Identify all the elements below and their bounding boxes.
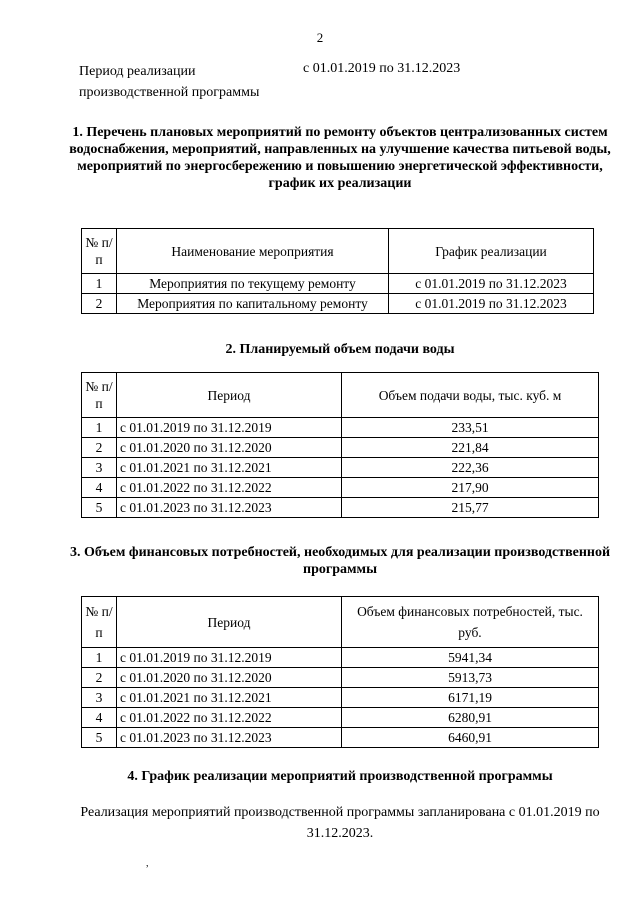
row-number: 2: [82, 668, 117, 688]
row-number: 3: [82, 458, 117, 478]
table-header-row: [82, 373, 599, 418]
table-header-row: [82, 597, 599, 648]
volume-cell: 233,51: [342, 418, 599, 438]
period-cell: с 01.01.2019 по 31.12.2019: [117, 648, 342, 668]
volume-cell: 222,36: [342, 458, 599, 478]
page-number: 2: [316, 30, 324, 45]
table-row: [82, 478, 599, 498]
volume-cell: 215,77: [342, 498, 599, 518]
period-cell: с 01.01.2022 по 31.12.2022: [117, 478, 342, 498]
col-volume-header: Объем подачи воды, тыс. куб. м: [342, 373, 599, 418]
finance-cell: 6280,91: [342, 708, 599, 728]
period-cell: с 01.01.2019 по 31.12.2019: [117, 418, 342, 438]
period-cell: с 01.01.2022 по 31.12.2022: [117, 708, 342, 728]
row-number: 4: [82, 478, 117, 498]
volume-cell: 217,90: [342, 478, 599, 498]
table-row: [82, 458, 599, 478]
col-number-header: № п/п: [82, 373, 117, 418]
table-row: [82, 438, 599, 458]
finance-cell: 5941,34: [342, 648, 599, 668]
col-number-header: № п/п: [82, 229, 117, 274]
section1-title: 1. Перечень плановых мероприятий по ремонту объектов централизованных систем водоснабжения, мероприятий, направленных на улучшение качества питьевой воды, мероприятий по энергосбережению и повышению энергетической эффективности, график их реализации: [69, 125, 611, 191]
water-volume-table: [81, 372, 599, 518]
table-row: [82, 498, 599, 518]
col-period-header: Период: [117, 373, 342, 418]
measure-schedule: с 01.01.2019 по 31.12.2023: [389, 294, 594, 314]
section2-title: 2. Планируемый объем подачи воды: [225, 342, 455, 357]
scan-speck: ,: [146, 858, 149, 869]
table-row: [82, 708, 599, 728]
col-schedule-header: График реализации: [389, 229, 594, 274]
col-number-header: № п/п: [82, 597, 117, 648]
finance-cell: 6171,19: [342, 688, 599, 708]
period-cell: с 01.01.2020 по 31.12.2020: [117, 668, 342, 688]
col-name-header: Наименование мероприятия: [117, 229, 389, 274]
finance-cell: 6460,91: [342, 728, 599, 748]
measure-name: Мероприятия по текущему ремонту: [117, 274, 389, 294]
table-row: [82, 688, 599, 708]
period-cell: с 01.01.2023 по 31.12.2023: [117, 498, 342, 518]
table-row: [82, 274, 594, 294]
table-header-row: [82, 229, 594, 274]
col-finance-header: Объем финансовых потребностей, тыс. руб.: [342, 597, 599, 648]
table-row: [82, 648, 599, 668]
table-row: [82, 418, 599, 438]
col-period-header: Период: [117, 597, 342, 648]
period-cell: с 01.01.2023 по 31.12.2023: [117, 728, 342, 748]
measures-table: [81, 228, 594, 314]
period-value: с 01.01.2019 по 31.12.2023: [303, 61, 461, 76]
row-number: 2: [82, 438, 117, 458]
row-number: 2: [82, 294, 117, 314]
table-row: [82, 668, 599, 688]
row-number: 5: [82, 728, 117, 748]
row-number: 4: [82, 708, 117, 728]
period-label: Период реализации производственной программы: [79, 64, 260, 100]
schedule-statement: Реализация мероприятий производственной программы запланирована с 01.01.2019 по 31.12.2023.: [80, 805, 600, 841]
finance-cell: 5913,73: [342, 668, 599, 688]
row-number: 1: [82, 648, 117, 668]
measure-name: Мероприятия по капитальному ремонту: [117, 294, 389, 314]
row-number: 5: [82, 498, 117, 518]
row-number: 3: [82, 688, 117, 708]
period-cell: с 01.01.2021 по 31.12.2021: [117, 458, 342, 478]
table-row: [82, 728, 599, 748]
table-row: [82, 294, 594, 314]
period-cell: с 01.01.2021 по 31.12.2021: [117, 688, 342, 708]
row-number: 1: [82, 274, 117, 294]
volume-cell: 221,84: [342, 438, 599, 458]
section3-title: 3. Объем финансовых потребностей, необходимых для реализации производственной программы: [69, 545, 611, 577]
measure-schedule: с 01.01.2019 по 31.12.2023: [389, 274, 594, 294]
row-number: 1: [82, 418, 117, 438]
period-cell: с 01.01.2020 по 31.12.2020: [117, 438, 342, 458]
section4-title: 4. График реализации мероприятий производственной программы: [127, 769, 553, 784]
financial-needs-table: [81, 596, 599, 748]
